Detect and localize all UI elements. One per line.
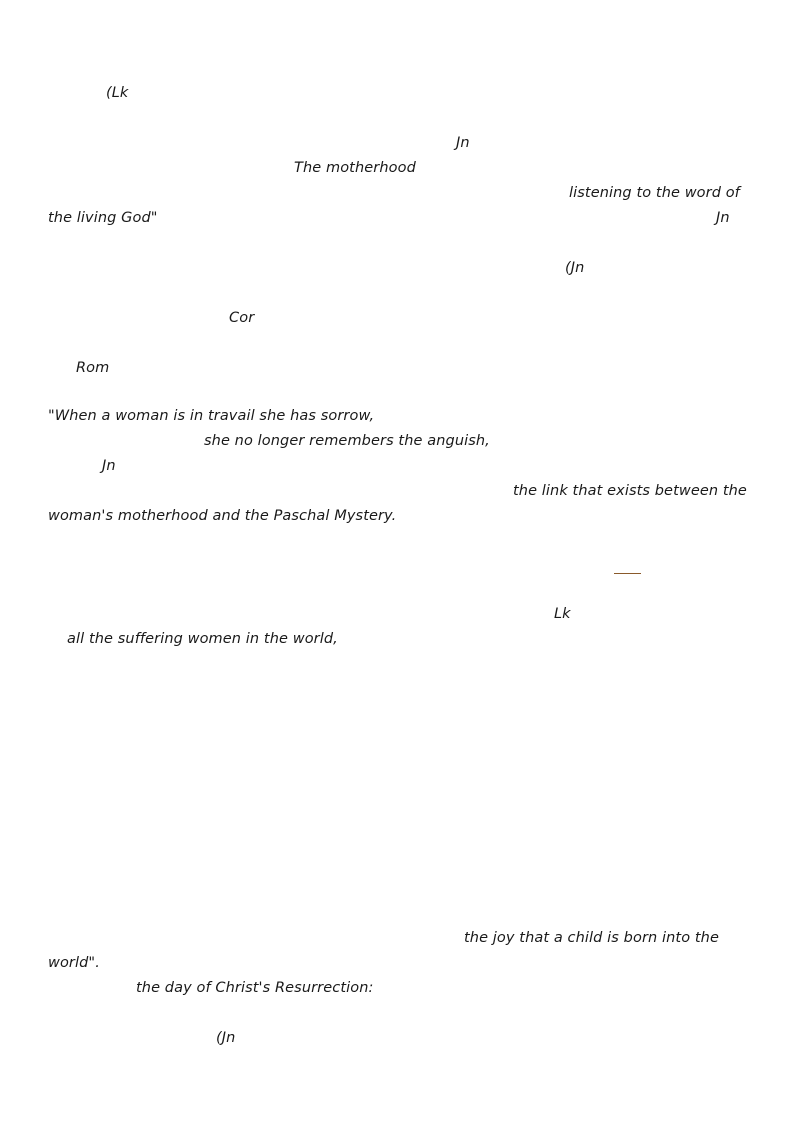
text-fragment: the link that exists between the [513,483,747,499]
text-fragment: the joy that a child is born into the [464,930,719,946]
text-fragment: woman's motherhood and the Paschal Mystery. [48,508,397,524]
citation-lk: (Lk [106,85,129,101]
citation-rom: Rom [76,360,110,376]
quote-fragment: "When a woman is in travail she has sorrow, [48,408,375,424]
citation-lk: Lk [554,606,571,622]
text-fragment: listening to the word of [569,185,740,201]
citation-jn: (Jn [216,1030,236,1046]
text-fragment: all the suffering women in the world, [67,631,338,647]
text-fragment: The motherhood [294,160,416,176]
citation-jn: (Jn [565,260,585,276]
text-fragment: the day of Christ's Resurrection: [136,980,374,996]
footnote-rule [614,573,641,574]
text-fragment: world". [48,955,100,971]
citation-jn: Jn [102,458,116,474]
citation-jn: Jn [456,135,470,151]
quote-fragment: she no longer remembers the anguish, [204,433,490,449]
citation-jn: Jn [716,210,730,226]
citation-cor: Cor [229,310,255,326]
text-fragment: the living God" [48,210,158,226]
